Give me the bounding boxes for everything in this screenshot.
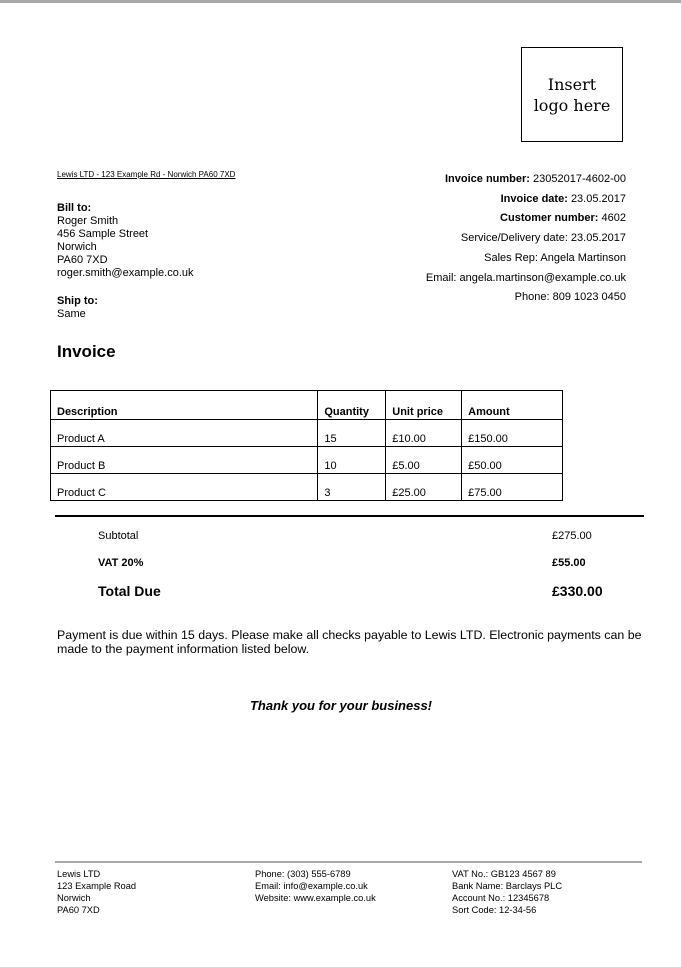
invoice-number-label: Invoice number: (444, 173, 530, 185)
cell-amount: £75.00 (462, 474, 563, 501)
footer-sort-code: Sort Code: 12-34-56 (452, 905, 537, 915)
cell-quantity: 15 (318, 420, 386, 447)
customer-number-value: 4602 (601, 212, 626, 225)
footer-bank (452, 868, 562, 916)
invoice-number-value: 23052017-4602-00 (533, 173, 626, 185)
cell-unit-price: £25.00 (386, 474, 462, 501)
logo-placeholder-line1: Insert (547, 74, 597, 94)
footer-email: Email: info@example.co.uk (255, 881, 368, 891)
footer-company-name: Lewis LTD (57, 869, 101, 879)
cell-amount: £50.00 (462, 447, 563, 474)
subtotal-value: £275.00 (552, 530, 592, 542)
sender-address-line: Lewis LTD - 123 Example Rd - Norwich PA60 7XD (57, 170, 236, 179)
total-value: £330.00 (552, 583, 603, 599)
cell-description: Product B (51, 447, 318, 474)
vat-row (98, 557, 604, 569)
invoice-meta (426, 170, 626, 308)
header-description: Description (51, 391, 318, 420)
customer-number-label: Customer number: (500, 212, 599, 225)
logo-placeholder (521, 47, 623, 142)
footer-company-street: 123 Example Road (57, 881, 137, 891)
subtotal-row (98, 530, 604, 542)
line-items-table (50, 390, 563, 501)
cell-description: Product C (51, 474, 318, 501)
sales-rep: Sales Rep: Angela Martinson (484, 251, 626, 264)
ship-to-value: Same (57, 308, 86, 320)
cell-quantity: 3 (318, 474, 386, 501)
table-row (51, 447, 563, 474)
vat-value: £55.00 (552, 557, 586, 569)
cell-unit-price: £5.00 (386, 447, 462, 474)
ship-to-label: Ship to: (57, 295, 98, 307)
footer-bank-name: Bank Name: Barclays PLC (452, 881, 563, 891)
invoice-number-row (426, 170, 626, 190)
bill-to-street: 456 Sample Street (57, 228, 149, 240)
page-title: Invoice (57, 342, 116, 361)
footer-contact (255, 868, 376, 904)
invoice-date-value: 23.05.2017 (570, 192, 626, 205)
footer-account-number: Account No.: 12345678 (452, 893, 550, 903)
ship-to-block (57, 295, 98, 321)
service-date: Service/Delivery date: 23.05.2017 (460, 232, 626, 245)
bill-to-label: Bill to: (57, 202, 92, 214)
rep-phone: Phone: 809 1023 0450 (514, 291, 626, 304)
page-top-border (0, 0, 682, 3)
summary-divider (55, 515, 644, 517)
cell-unit-price: £10.00 (386, 420, 462, 447)
footer-company-city: Norwich (57, 893, 91, 903)
cell-amount: £150.00 (462, 420, 563, 447)
rep-email: Email: angela.martinson@example.co.uk (425, 271, 626, 284)
table-row (51, 474, 563, 501)
total-row (98, 583, 604, 599)
cell-quantity: 10 (318, 447, 386, 474)
payment-terms: Payment is due within 15 days. Please make all checks payable to Lewis LTD. Electronic payments can be made to the payment information listed below. (57, 628, 642, 656)
customer-number-row (426, 209, 626, 229)
header-unit-price: Unit price (386, 391, 462, 420)
table-row (51, 420, 563, 447)
bill-to-email: roger.smith@example.co.uk (57, 267, 194, 279)
invoice-date-label: Invoice date: (500, 192, 568, 205)
total-label: Total Due (98, 583, 161, 599)
invoice-date-row (426, 190, 626, 210)
footer-company-postcode: PA60 7XD (57, 905, 100, 915)
subtotal-label: Subtotal (98, 530, 139, 542)
bill-to-city: Norwich (57, 241, 97, 253)
vat-label: VAT 20% (98, 557, 144, 569)
header-amount: Amount (462, 391, 563, 420)
cell-description: Product A (51, 420, 318, 447)
thank-you-note: Thank you for your business! (249, 698, 433, 713)
footer-website: Website: www.example.co.uk (255, 893, 376, 903)
bill-to-block (57, 202, 194, 280)
bill-to-postcode: PA60 7XD (57, 254, 108, 266)
logo-placeholder-line2: logo here (533, 95, 611, 115)
footer-company (57, 868, 136, 916)
footer-divider (55, 861, 642, 863)
table-header-row (51, 391, 563, 420)
header-quantity: Quantity (318, 391, 386, 420)
bill-to-name: Roger Smith (57, 215, 119, 227)
footer-phone: Phone: (303) 555-6789 (255, 869, 351, 879)
footer-vat-number: VAT No.: GB123 4567 89 (452, 869, 556, 879)
